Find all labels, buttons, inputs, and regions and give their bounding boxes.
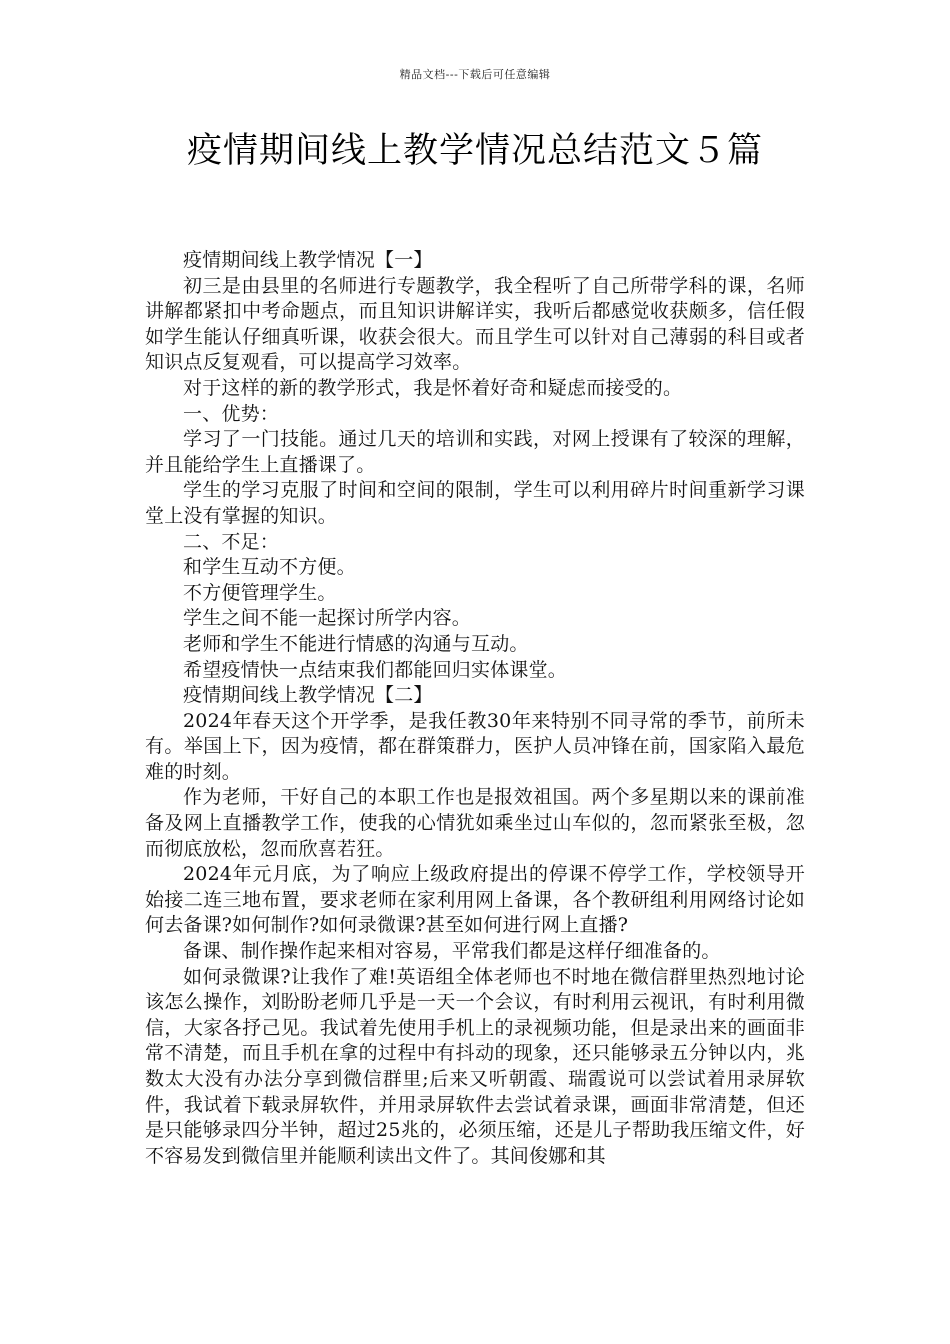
paragraph: 老师和学生不能进行情感的沟通与互动。 xyxy=(183,632,529,655)
subheading-advantages: 一、优势： xyxy=(183,402,280,425)
paragraph: 学习了一门技能。通过几天的培训和实践，对网上授课有了较深的理解，并且能给学生上直播课了。 xyxy=(145,428,805,476)
subheading-shortcomings: 二、不足： xyxy=(183,530,280,553)
paragraph: 学生的学习克服了时间和空间的限制，学生可以利用碎片时间重新学习课堂上没有掌握的知识。 xyxy=(145,479,805,527)
paragraph: 备课、制作操作起来相对容易，平常我们都是这样仔细准备的。 xyxy=(183,940,721,963)
paragraph: 初三是由县里的名师进行专题教学，我全程听了自己所带学科的课，名师讲解都紧扣中考命题点，而且知识讲解详实，我听后都感觉收获颇多，信任假如学生能认仔细真听课，收获会很大。而且学生可以针对自己薄弱的科目或者知识点反复观看，可以提高学习效率。 xyxy=(145,274,805,374)
page-header: 精品文档---下载后可任意编辑 xyxy=(399,68,551,81)
paragraph: 对于这样的新的教学形式，我是怀着好奇和疑虑而接受的。 xyxy=(183,376,683,399)
paragraph: 学生之间不能一起探讨所学内容。 xyxy=(183,607,472,630)
paragraph: 2024年春天这个开学季，是我任教30年来特别不同寻常的季节，前所未有。举国上下，因为疫情，都在群策群力，医护人员冲锋在前，国家陷入最危难的时刻。 xyxy=(145,709,805,783)
paragraph: 如何录微课?让我作了难!英语组全体老师也不时地在微信群里热烈地讨论该怎么操作，刘盼盼老师几乎是一天一个会议，有时利用云视讯，有时利用微信，大家各抒己见。我试着先使用手机上的录视频功能，但是录出来的画面非常不清楚，而且手机在拿的过程中有抖动的现象，还只能够录五分钟以内，兆数太大没有办法分享到微信群里;后来又听朝霞、瑞霞说可以尝试着用录屏软件，我试着下载录屏软件，并用录屏软件去尝试着录课，画面非常清楚，但还是只能够录四分半钟，超过25兆的，必须压缩，还是儿子帮助我压缩文件，好不容易发到微信里并能顺利读出文件了。其间俊娜和其 xyxy=(145,965,805,1167)
page-title: 疫情期间线上教学情况总结范文５篇 xyxy=(186,131,763,171)
paragraph: 希望疫情快一点结束我们都能回归实体课堂。 xyxy=(183,658,568,681)
section-heading-1: 疫情期间线上教学情况【一】 xyxy=(183,249,433,271)
paragraph: 和学生互动不方便。 xyxy=(183,556,356,579)
paragraph: 2024年元月底，为了响应上级政府提出的停课不停学工作，学校领导开始接二连三地布置，要求老师在家利用网上备课，各个教研组利用网络讨论如何去备课?如何制作?如何录微课?甚至如何进行网上直播? xyxy=(145,863,805,937)
paragraph: 不方便管理学生。 xyxy=(183,581,337,604)
section-heading-2: 疫情期间线上教学情况【二】 xyxy=(183,684,433,707)
document-body xyxy=(145,248,805,1169)
paragraph: 作为老师，干好自己的本职工作也是报效祖国。两个多星期以来的课前准备及网上直播教学工作，使我的心情犹如乘坐过山车似的，忽而紧张至极，忽而彻底放松，忽而欣喜若狂。 xyxy=(145,786,805,860)
